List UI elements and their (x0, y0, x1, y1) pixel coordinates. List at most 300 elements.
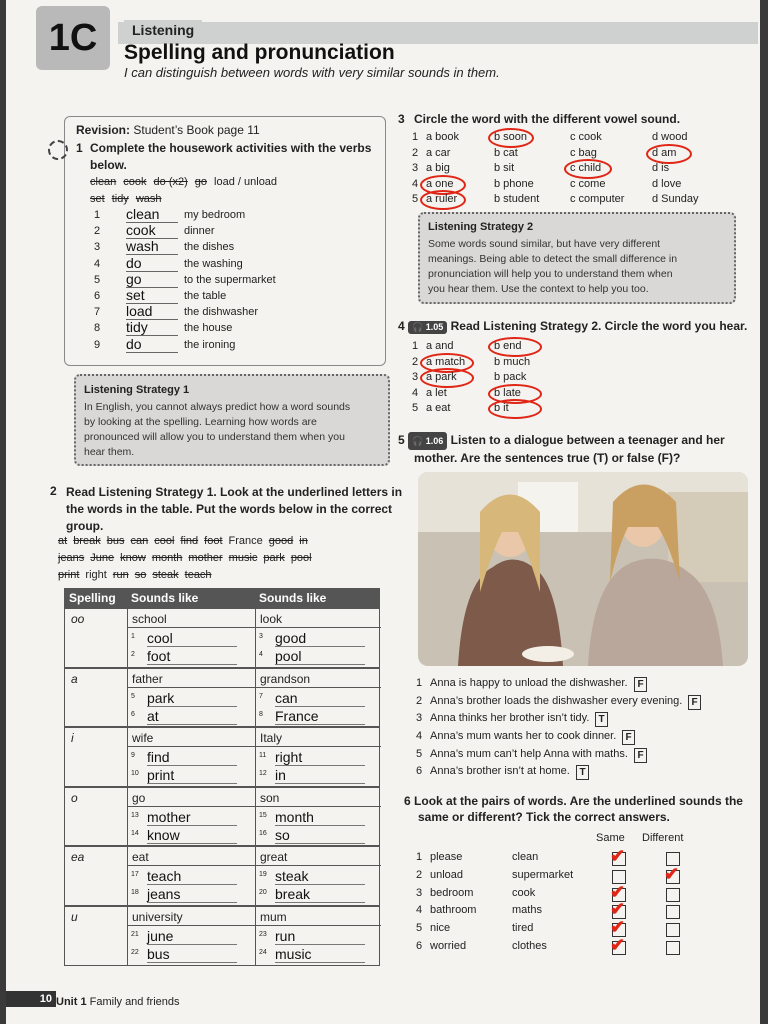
ex5-sentence: Anna’s mum wants her to cook dinner. (430, 730, 617, 743)
example-word: grandson (260, 671, 311, 686)
tick-mark-icon: ✔ (610, 846, 626, 866)
answer-number: 7 (259, 692, 263, 700)
item-text: dinner (184, 225, 215, 238)
table-header-cell: Sounds like (259, 591, 327, 605)
example-word: father (132, 671, 163, 686)
handwritten-answer: month (275, 809, 365, 826)
item-number: 2 (412, 146, 419, 159)
ex6-row (416, 899, 706, 922)
ex2-word: jeans (58, 552, 85, 564)
ex3-instruction: Circle the word with the different vowel sound. (414, 112, 681, 126)
item-text: the dishes (184, 241, 235, 254)
item-number: 5 (416, 922, 423, 935)
strategy-line: Some words sound similar, but have very different (428, 238, 661, 250)
row-divider (127, 865, 381, 866)
option-c: c child (570, 162, 602, 174)
item-number: 4 (412, 177, 419, 190)
handwritten-answer: clean (126, 206, 178, 223)
example-word: great (260, 850, 288, 865)
table-group-row (64, 846, 380, 906)
ex5-sentence: Anna’s brother isn’t at home. (430, 765, 570, 778)
word-2: clean (512, 851, 539, 863)
ex5-item (416, 765, 746, 783)
option-a: a car (426, 146, 451, 159)
row-divider (127, 669, 128, 727)
word-bank-item: go (194, 176, 208, 188)
pronunciation-icon (48, 140, 68, 165)
option-a: a book (426, 131, 460, 143)
option-b: b much (494, 355, 531, 368)
handwritten-answer: music (275, 946, 365, 963)
ex5-item (416, 730, 746, 748)
handwritten-answer: do (126, 255, 178, 272)
option-b: b end (494, 340, 522, 352)
ex6-row (416, 846, 706, 869)
row-divider (127, 746, 381, 747)
option-a: a match (426, 355, 466, 368)
item-number: 6 (416, 765, 423, 778)
circled-answer (646, 144, 692, 164)
example-word: Italy (260, 731, 283, 746)
ex2-word: music (228, 552, 258, 564)
ex2-word: know (120, 552, 146, 564)
word-1: nice (430, 922, 451, 935)
strategy2-text (428, 237, 677, 297)
ex4-rows (412, 340, 612, 418)
table-group-row (64, 906, 380, 966)
tf-answer[interactable]: F (622, 730, 635, 745)
example-word: university (132, 910, 183, 924)
answer-number: 2 (131, 651, 135, 658)
item-number: 2 (416, 868, 423, 881)
ex5-item (416, 712, 746, 730)
row-divider (127, 806, 381, 807)
ex6-row (416, 934, 706, 958)
word-bank-item: load / unload (214, 176, 278, 188)
answer-number: 14 (131, 829, 139, 837)
word-bank-item: do (x2) (153, 176, 188, 188)
ex1-item (90, 335, 380, 355)
answer-number: 6 (131, 710, 135, 718)
handwritten-answer: France (275, 708, 365, 725)
answer-number: 11 (259, 752, 267, 760)
checkbox-different[interactable] (666, 941, 680, 955)
item-text: the washing (184, 257, 243, 270)
tick-mark-icon: ✔ (610, 881, 626, 902)
row-divider (127, 609, 128, 667)
row-divider (255, 847, 256, 905)
table-header-cell: Sounds like (131, 591, 199, 605)
handwritten-answer: park (147, 690, 237, 707)
example-word: wife (132, 731, 154, 746)
item-number: 5 (412, 193, 419, 205)
option-b: b it (494, 402, 509, 414)
example-word: mum (260, 910, 287, 924)
strategy-line: hear them. (84, 446, 135, 458)
ex5-sentence: Anna thinks her brother isn’t tidy. (430, 712, 590, 725)
option-a: a ruler (426, 193, 458, 205)
option-c: c bag (570, 146, 597, 159)
item-text: the ironing (184, 338, 236, 351)
col-same: Same (596, 832, 625, 844)
handwritten-answer: foot (147, 648, 237, 665)
handwritten-answer: mother (147, 809, 237, 826)
ex6-rows (416, 846, 706, 958)
handwritten-answer: good (275, 630, 365, 647)
ex2-word: bus (106, 535, 125, 547)
listening-strategy-1 (74, 374, 390, 466)
ex2-word-row (58, 533, 318, 550)
ex2-word: teach (184, 569, 212, 581)
ex2-word-row (58, 550, 318, 567)
ex2-line: group. (66, 519, 104, 533)
word-1: bathroom (430, 904, 477, 917)
tf-answer[interactable]: F (634, 677, 647, 692)
ex6-row (416, 881, 706, 905)
page-subtitle: I can distinguish between words with very similar sounds in them. (124, 65, 500, 80)
item-number: 3 (412, 162, 419, 174)
option-d: d is (652, 162, 670, 174)
checkbox-different[interactable] (666, 905, 680, 919)
handwritten-answer: pool (275, 648, 365, 665)
ex2-instruction (66, 484, 402, 535)
ex2-word-bank (58, 533, 318, 584)
ex3-row (412, 162, 712, 178)
ex2-word-row (58, 567, 318, 584)
item-number: 1 (416, 677, 423, 689)
strategy-line: you hear them. Use the context to help you too. (428, 283, 649, 295)
ex3-row (412, 147, 712, 163)
strategy-line: pronunciation will help you to understand them when (428, 268, 673, 280)
audio-track-1-05[interactable]: 🎧 1.05 (408, 321, 447, 334)
row-divider (127, 627, 381, 628)
word-2: supermarket (512, 868, 574, 881)
item-number: 6 (94, 289, 101, 302)
answer-number: 23 (259, 931, 267, 938)
example-word: eat (132, 850, 149, 865)
word-bank-item: wash (135, 193, 162, 205)
option-a: a one (426, 177, 454, 190)
handwritten-answer: jeans (147, 886, 237, 903)
answer-number: 16 (259, 829, 267, 837)
item-number: 5 (416, 747, 423, 760)
row-divider (127, 728, 128, 786)
word-1: bedroom (430, 886, 474, 899)
ex5-sentence: Anna’s mum can’t help Anna with maths. (430, 747, 628, 760)
answer-number: 22 (131, 949, 139, 956)
tick-mark-icon: ✔ (664, 863, 680, 884)
ex4-row (412, 402, 612, 418)
ex3-row (412, 193, 712, 209)
answer-number: 3 (259, 633, 263, 640)
handwritten-answer: know (147, 827, 237, 844)
circled-answer (420, 190, 466, 210)
ex2-word: break (73, 535, 101, 547)
row-divider (127, 788, 128, 846)
ex5-item (416, 748, 746, 766)
ex6-heading: 6 Look at the pairs of words. Are the underlined sounds the same or different? Tick the correct answers. (404, 794, 743, 824)
word-bank-1 (90, 176, 284, 188)
handwritten-answer: bus (147, 946, 237, 963)
checkbox-different[interactable] (666, 888, 680, 902)
answer-number: 18 (131, 889, 139, 897)
circled-answer (488, 399, 542, 419)
spelling-table (64, 588, 380, 966)
answer-number: 21 (131, 931, 139, 938)
answer-number: 5 (131, 692, 135, 700)
ex5-heading: 5 🎧 1.06 Listen to a dialogue between a teenager and her mother. Are the sentences true (T) or false (F)? (398, 433, 725, 465)
photo-mother-daughter (418, 472, 748, 666)
answer-number: 24 (259, 949, 267, 956)
row-divider (255, 788, 256, 846)
tf-answer[interactable]: F (688, 695, 701, 710)
tick-mark-icon: ✔ (610, 899, 626, 920)
example-word: school (132, 612, 167, 626)
handwritten-answer: teach (147, 868, 237, 885)
answer-number: 10 (131, 770, 139, 778)
handwritten-answer: june (147, 928, 237, 945)
example-word: go (132, 790, 146, 805)
answer-number: 15 (259, 811, 267, 819)
audio-track-1-06[interactable]: 🎧 1.06 (408, 432, 447, 450)
ex3-rows (412, 131, 712, 209)
handwritten-answer: tidy (126, 319, 178, 336)
word-bank-item: cook (123, 176, 147, 188)
table-header (64, 588, 380, 608)
handwritten-answer: in (275, 767, 365, 784)
row-divider (255, 728, 256, 786)
answer-number: 12 (259, 770, 267, 778)
tf-answer[interactable]: T (595, 712, 608, 727)
answer-number: 13 (131, 811, 139, 819)
answer-number: 17 (131, 871, 139, 879)
word-2: maths (512, 904, 542, 917)
option-c: c cook (570, 131, 602, 143)
ex2-word: foot (204, 535, 223, 547)
ex2-word: run (112, 569, 129, 581)
option-a: a big (426, 162, 450, 174)
ex2-line: the words in the table. Put the words below in the correct (66, 502, 393, 516)
ex2-number: 2 (50, 484, 57, 498)
strategy2-title: Listening Strategy 2 (428, 221, 534, 233)
ex5-item (416, 695, 746, 713)
spelling-cell: o (71, 790, 78, 805)
handwritten-answer: so (275, 827, 365, 844)
tf-answer[interactable]: T (576, 765, 589, 780)
table-header-cell: Spelling (69, 591, 116, 605)
item-text: the table (184, 289, 227, 302)
handwritten-answer: go (126, 271, 178, 288)
table-group-row (64, 608, 380, 668)
option-b: b sit (494, 162, 515, 174)
ex3-number: 3 (398, 112, 405, 126)
option-d: d Sunday (652, 193, 699, 205)
ex2-word: park (263, 552, 285, 564)
word-bank-item: tidy (111, 193, 129, 205)
ex2-word: steak (152, 569, 179, 581)
word-1: unload (430, 868, 464, 881)
spelling-cell: oo (71, 612, 85, 626)
ex5-item (416, 677, 746, 695)
option-a: a park (426, 371, 457, 383)
ex2-word: can (130, 535, 149, 547)
example-word: son (260, 790, 280, 805)
handwritten-answer: set (126, 287, 178, 304)
ex2-word: month (151, 552, 183, 564)
handwritten-answer: steak (275, 868, 365, 885)
option-a: a let (426, 386, 447, 399)
ex5-items (416, 677, 746, 783)
table-group-row (64, 787, 380, 847)
ex1-number: 1 (76, 141, 83, 155)
item-number: 5 (412, 402, 419, 414)
item-text: the house (184, 322, 233, 335)
ex6-row (416, 863, 706, 887)
item-number: 2 (94, 225, 101, 238)
spelling-cell: ea (71, 850, 85, 865)
item-text: the dishwasher (184, 306, 258, 319)
tick-mark-icon: ✔ (610, 934, 626, 955)
word-bank-item: clean (90, 176, 117, 188)
strategy-line: In English, you cannot always predict how a word sounds (84, 401, 351, 413)
item-number: 1 (416, 851, 423, 863)
option-c: c computer (570, 193, 625, 205)
word-2: cook (512, 886, 536, 899)
handwritten-answer: print (147, 767, 237, 784)
item-number: 2 (412, 355, 419, 368)
word-1: worried (430, 939, 467, 952)
answer-number: 19 (259, 871, 267, 879)
ex3-row (412, 178, 712, 194)
word-2: clothes (512, 939, 547, 952)
ex1-items (90, 206, 380, 355)
strategy1-text (84, 400, 350, 460)
row-divider (127, 907, 128, 965)
handwritten-answer: wash (126, 238, 178, 255)
tick-mark-icon: ✔ (610, 917, 626, 938)
ex2-word: print (58, 569, 80, 581)
item-number: 7 (94, 306, 101, 319)
ex2-word: find (180, 535, 199, 547)
ex2-word: at (58, 535, 68, 547)
word-bank-2 (90, 193, 169, 205)
handwritten-answer: run (275, 928, 365, 945)
strategy1-title: Listening Strategy 1 (84, 384, 190, 396)
option-b: b late (494, 386, 521, 399)
ex1-instruction: Complete the housework activities with the verbs (90, 141, 372, 155)
item-text: to the supermarket (184, 273, 276, 286)
ex2-word: good (268, 535, 294, 547)
strategy-line: by looking at the spelling. Learning how words are (84, 416, 317, 428)
word-2: tired (512, 922, 534, 935)
item-number: 4 (412, 386, 419, 399)
handwritten-answer: cool (147, 630, 237, 647)
item-number: 2 (416, 694, 423, 707)
row-divider (127, 847, 128, 905)
ex2-word: June (90, 552, 115, 564)
col-different: Different (642, 832, 684, 844)
ex2-word: so (134, 569, 147, 581)
workbook-page (6, 0, 760, 1024)
handwritten-answer: load (126, 303, 178, 320)
option-a: a and (426, 340, 454, 352)
handwritten-answer: do (126, 336, 178, 353)
item-number: 9 (94, 338, 101, 351)
handwritten-answer: break (275, 886, 365, 903)
circled-answer (488, 128, 534, 148)
circled-answer (488, 337, 542, 357)
circled-answer (564, 159, 612, 179)
example-word: look (260, 612, 283, 626)
ex2-word: in (299, 535, 308, 547)
ex1-instruction-2: below. (90, 158, 127, 172)
item-number: 4 (416, 730, 423, 743)
item-text: my bedroom (184, 209, 246, 221)
option-b: b soon (494, 131, 528, 143)
ex2-word: mother (188, 552, 223, 564)
section-label: Listening (124, 20, 202, 40)
option-b: b pack (494, 371, 527, 383)
ex2-word: right (85, 569, 107, 581)
answer-number: 1 (131, 633, 135, 640)
revision-heading: Revision: Student’s Book page 11 (76, 123, 260, 137)
spelling-cell: a (71, 671, 78, 686)
spelling-cell: i (71, 731, 74, 746)
word-1: please (430, 851, 463, 863)
page-number: 10 (6, 991, 56, 1007)
answer-number: 8 (259, 710, 263, 718)
word-bank-item: set (90, 193, 105, 205)
page-title: Spelling and pronunciation (124, 41, 395, 64)
unit-badge: 1C (36, 6, 110, 70)
handwritten-answer: cook (126, 222, 178, 239)
strategy-line: meanings. Being able to detect the small difference in (428, 253, 678, 265)
item-number: 1 (94, 209, 101, 221)
strategy-line: pronounced will allow you to understand them when you (84, 431, 345, 443)
item-number: 5 (94, 273, 101, 286)
item-number: 4 (94, 257, 101, 270)
row-divider (127, 687, 381, 688)
table-group-row (64, 668, 380, 728)
tf-answer[interactable]: F (634, 748, 647, 763)
item-number: 1 (412, 340, 419, 352)
option-a: a eat (426, 402, 451, 414)
row-divider (255, 609, 256, 667)
ex2-word: pool (290, 552, 312, 564)
row-divider (127, 925, 381, 926)
option-c: c come (570, 177, 606, 190)
table-group-row (64, 727, 380, 787)
checkbox-different[interactable] (666, 923, 680, 937)
handwritten-answer: find (147, 749, 237, 766)
spelling-cell: u (71, 910, 78, 924)
item-number: 3 (416, 712, 423, 725)
option-d: d am (652, 146, 677, 159)
item-number: 3 (412, 371, 419, 383)
ex4-heading: 4 🎧 1.05 Read Listening Strategy 2. Circle the word you hear. (398, 319, 748, 333)
answer-number: 4 (259, 651, 263, 658)
row-divider (255, 907, 256, 965)
option-b: b phone (494, 177, 534, 190)
handwritten-answer: at (147, 708, 237, 725)
item-number: 6 (416, 939, 423, 952)
ex6-row (416, 917, 706, 940)
ex2-word: cool (154, 535, 175, 547)
listening-strategy-2 (418, 212, 736, 304)
item-number: 4 (416, 904, 423, 917)
handwritten-answer: can (275, 690, 365, 707)
ex5-sentence: Anna is happy to unload the dishwasher. (430, 677, 628, 689)
